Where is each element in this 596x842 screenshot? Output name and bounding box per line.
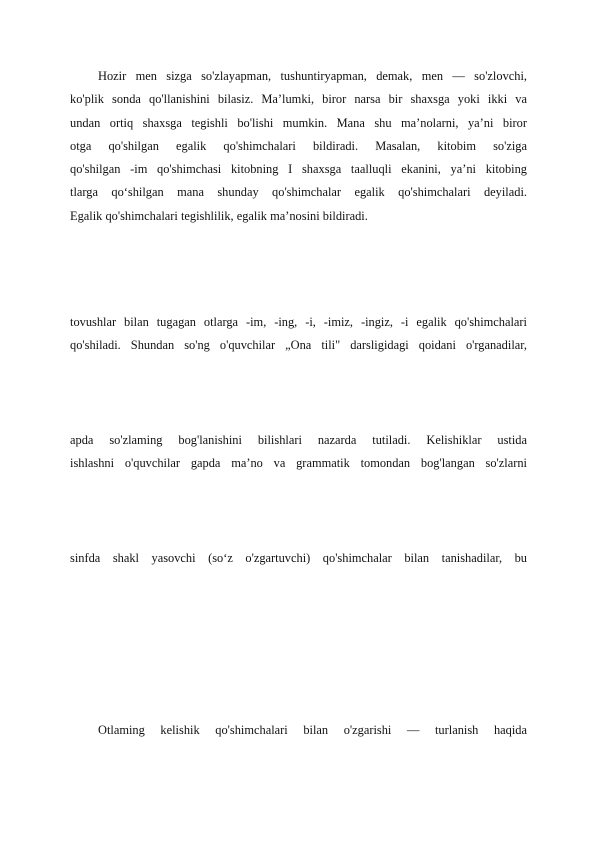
text-line: ishlashni o'quvchilar gapda ma’no va grammatik tomondan bog'langan so'zlarni	[70, 456, 527, 471]
text-line: tovushlar bilan tugagan otlarga -im, -ing, -i, -imiz, -ingiz, -i egalik qo'shimchalari	[70, 315, 527, 329]
text-line: sinfda shakl yasovchi (so‘z o'zgartuvchi) qo'shimchalar bilan tanishadilar, bu	[70, 551, 527, 565]
text-line: tlarga qo‘shilgan mana shunday qo'shimchalar egalik qo'shimchalari deyiladi.	[70, 185, 527, 200]
text-line: ko'plik sonda qo'llanishini bilasiz. Ma’lumki, biror narsa bir shaxsga yoki ikki va	[70, 92, 527, 107]
paragraph-cases	[70, 429, 527, 476]
paragraph-declension	[70, 719, 527, 742]
text-line: Otlaming kelishik qo'shimchalari bilan o'zgarishi — turlanish haqida	[98, 723, 527, 737]
text-line: Hozir men sizga so'zlayapman, tushuntiryapman, demak, men — so'zlovchi,	[98, 69, 527, 83]
paragraph-form-suffixes	[70, 547, 527, 570]
text-line: Egalik qo'shimchalari tegishlilik, egalik ma’nosini bildiradi.	[70, 208, 368, 223]
text-line: qo'shiladi. Shundan so'ng o'quvchilar „Ona tili" darsligidagi qoidani o'rganadilar,	[70, 338, 527, 353]
text-line: apda so'zlaming bog'lanishini bilishlari nazarda tutiladi. Kelishiklar ustida	[70, 433, 527, 447]
paragraph-possessive-intro	[70, 65, 527, 228]
text-line: otga qo'shilgan egalik qo'shimchalari bildiradi. Masalan, kitobim so'ziga	[70, 138, 527, 153]
text-line: qo'shilgan -im qo'shimchasi kitobning I shaxsga taalluqli ekanini, ya’ni kitobing	[70, 162, 527, 177]
text-line: undan ortiq shaxsga tegishli bo'lishi mumkin. Mana shu ma’nolarni, ya’ni biror	[70, 115, 527, 130]
paragraph-suffixes	[70, 311, 527, 358]
